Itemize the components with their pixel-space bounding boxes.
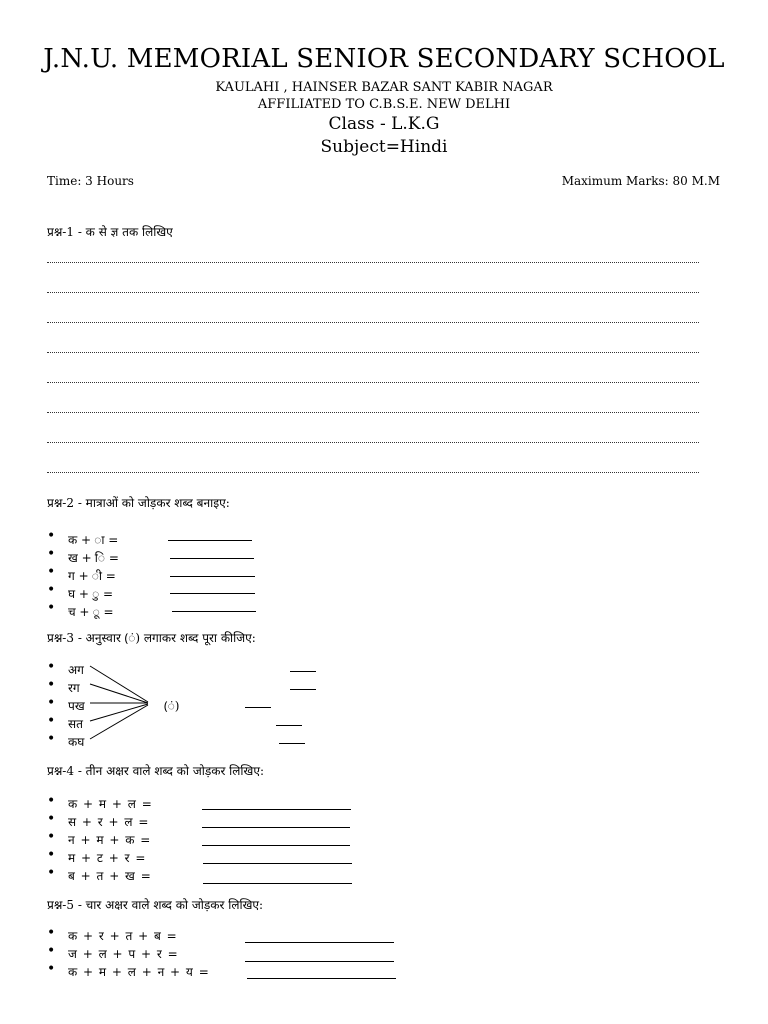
question-3-heading: प्रश्न-3 - अनुस्वार (ं) लगाकर शब्द पूरा कीजिए: (47, 631, 256, 645)
bullet-icon: • (47, 731, 56, 747)
school-address: KAULAHI , HAINSER BAZAR SANT KABIR NAGAR (215, 80, 553, 95)
answer-blank[interactable] (279, 743, 305, 744)
q4-item: ब + त + ख = (68, 869, 151, 883)
q2-item: ख + ि = (68, 551, 119, 565)
bullet-icon: • (47, 925, 56, 941)
bullet-icon: • (47, 528, 56, 544)
q2-item: घ + ु = (68, 587, 114, 601)
q2-item: च + ू = (68, 605, 114, 619)
class-label: Class - L.K.G (328, 114, 440, 134)
bullet-icon: • (47, 659, 56, 675)
max-marks-label: Maximum Marks: 80 M.M (561, 174, 720, 188)
answer-blank[interactable] (202, 845, 350, 846)
bullet-icon: • (47, 961, 56, 977)
q5-item: क + म + ल + न + य = (68, 965, 209, 979)
bullet-icon: • (47, 829, 56, 845)
answer-blank[interactable] (290, 671, 316, 672)
answer-blank[interactable] (202, 809, 351, 810)
bullet-icon: • (47, 847, 56, 863)
bullet-icon: • (47, 695, 56, 711)
answer-blank[interactable] (245, 961, 394, 962)
affiliation: AFFILIATED TO C.B.S.E. NEW DELHI (257, 97, 511, 112)
bullet-icon: • (47, 600, 56, 616)
q4-item: क + म + ल = (68, 797, 152, 811)
q4-item: म + ट + र = (68, 851, 146, 865)
question-2-heading: प्रश्न-2 - मात्राओं को जोड़कर शब्द बनाइए: (47, 496, 230, 510)
bullet-icon: • (47, 713, 56, 729)
answer-blank[interactable] (290, 689, 316, 690)
answer-blank[interactable] (203, 863, 352, 864)
q3-word: रग (68, 681, 80, 695)
q3-word: सत (68, 717, 83, 731)
q2-item: ग + ी = (68, 569, 116, 583)
anusvar-center: (ं) (164, 699, 180, 713)
bullet-icon: • (47, 811, 56, 827)
bullet-icon: • (47, 943, 56, 959)
q5-item: ज + ल + प + र = (68, 947, 178, 961)
bullet-icon: • (47, 677, 56, 693)
bullet-icon: • (47, 865, 56, 881)
q3-word: पख (68, 699, 85, 713)
question-1-heading: प्रश्न-1 - क से ज्ञ तक लिखिए (47, 225, 173, 239)
q4-item: न + म + क = (68, 833, 151, 847)
answer-blank[interactable] (203, 883, 352, 884)
question-5-heading: प्रश्न-5 - चार अक्षर वाले शब्द को जोड़कर लिखिए: (47, 898, 264, 912)
answer-blank[interactable] (245, 707, 271, 708)
time-label: Time: 3 Hours (47, 174, 134, 188)
q3-word: अग (68, 663, 84, 677)
bullet-icon: • (47, 793, 56, 809)
question-4-heading: प्रश्न-4 - तीन अक्षर वाले शब्द को जोड़कर लिखिए: (47, 764, 265, 778)
answer-blank[interactable] (245, 942, 394, 943)
answer-blank[interactable] (276, 725, 302, 726)
q5-item: क + र + त + ब = (68, 929, 177, 943)
bullet-icon: • (47, 582, 56, 598)
bullet-icon: • (47, 564, 56, 580)
q3-word: कघ (68, 735, 85, 749)
subject-label: Subject=Hindi (320, 137, 448, 157)
school-name: J.N.U. MEMORIAL SENIOR SECONDARY SCHOOL (43, 44, 725, 74)
bullet-icon: • (47, 546, 56, 562)
q2-item: क + ा = (68, 533, 119, 547)
answer-blank[interactable] (247, 978, 396, 979)
answer-blank[interactable] (202, 827, 350, 828)
q4-item: स + र + ल = (68, 815, 149, 829)
